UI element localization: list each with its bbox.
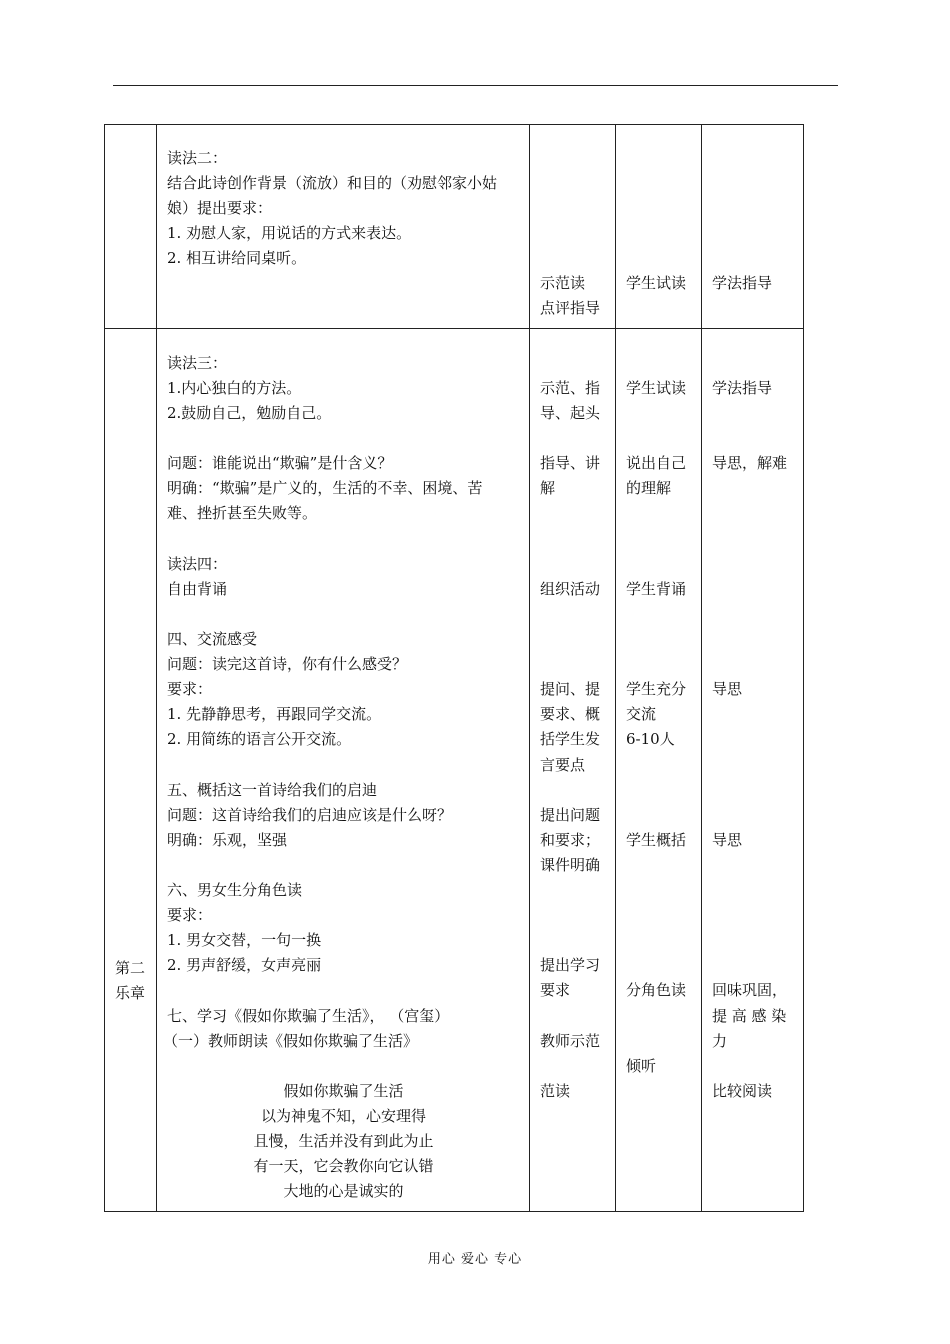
- content-line: 2.鼓励自己，勉励自己。: [167, 404, 332, 422]
- teacher-activity-cell: [530, 125, 616, 329]
- teacher-activity-cell: [530, 329, 616, 1212]
- teacher-activity-text: 解: [540, 479, 556, 497]
- teacher-activity-text: 要求: [540, 981, 571, 999]
- content-line: 结合此诗创作背景（流放）和目的（劝慰邻家小姑: [167, 174, 498, 192]
- poem-line: 大地的心是诚实的: [283, 1182, 404, 1200]
- design-intent-text: 导思，解难: [712, 454, 788, 472]
- content-line: 2. 相互讲给同桌听。: [167, 249, 307, 267]
- design-intent-text: 比较阅读: [712, 1082, 773, 1100]
- teacher-activity-text: 括学生发: [540, 730, 601, 748]
- content-cell: [157, 329, 530, 1212]
- student-activity-text: 学生背诵: [626, 580, 687, 598]
- content-line: 自由背诵: [167, 580, 228, 598]
- content-line: 1.内心独白的方法。: [167, 379, 302, 397]
- teacher-activity-text: 提出问题: [540, 806, 601, 824]
- student-activity-cell: [616, 329, 702, 1212]
- teacher-activity-text: 示范、指: [540, 379, 601, 397]
- design-intent-text: 导思: [712, 831, 743, 849]
- content-line: 1. 先静静思考，再跟同学交流。: [167, 705, 382, 723]
- student-activity-text: 学生试读: [626, 379, 687, 397]
- table-row: [105, 125, 804, 329]
- design-intent-text: 提 高 感 染: [712, 1007, 787, 1025]
- teacher-activity-text: 言要点: [540, 756, 586, 774]
- section-cell: [105, 329, 157, 1212]
- poem-line: 以为神鬼不知，心安理得: [260, 1107, 426, 1125]
- design-intent-text: 力: [712, 1032, 728, 1050]
- content-line: 明确：“欺骗”是广义的，生活的不幸、困境、苦: [167, 479, 483, 497]
- student-activity-text: 说出自己: [626, 454, 687, 472]
- teacher-activity-text: 导、起头: [540, 404, 601, 422]
- content-line: 1. 劝慰人家，用说话的方式来表达。: [167, 224, 412, 242]
- content-line: 七、学习《假如你欺骗了生活》， （宫玺）: [167, 1007, 450, 1025]
- section-label: 第二: [115, 959, 146, 977]
- content-line: 娘）提出要求：: [167, 199, 273, 217]
- student-activity-text: 分角色读: [626, 981, 687, 999]
- content-line: 1. 男女交替，一句一换: [167, 931, 322, 949]
- teacher-activity-text: 提出学习: [540, 956, 601, 974]
- content-line: 2. 用简练的语言公开交流。: [167, 730, 352, 748]
- design-intent-text: 学法指导: [712, 379, 773, 397]
- content-line: 四、交流感受: [167, 630, 258, 648]
- section-label: 乐章: [115, 984, 146, 1002]
- poem-line: 假如你欺骗了生活: [283, 1082, 404, 1100]
- poem-line: 有一天，它会教你向它认错: [253, 1157, 434, 1175]
- design-intent-text: 回味巩固，: [712, 981, 788, 999]
- design-intent-text: 学法指导: [712, 274, 773, 292]
- teacher-activity-text: 课件明确: [540, 856, 601, 874]
- content-line: 明确：乐观，坚强: [167, 831, 288, 849]
- teacher-activity-text: 和要求；: [540, 831, 601, 849]
- student-activity-text: 学生充分: [626, 680, 687, 698]
- content-line: 读法三：: [167, 354, 228, 372]
- teacher-activity-text: 提问、提: [540, 680, 601, 698]
- content-line: 2. 男声舒缓，女声亮丽: [167, 956, 322, 974]
- student-activity-text: 学生概括: [626, 831, 687, 849]
- teacher-activity-text: 指导、讲: [540, 454, 601, 472]
- lesson-plan-table: [104, 124, 804, 1212]
- content-line: 问题：读完这首诗，你有什么感受？: [167, 655, 408, 673]
- student-activity-text: 学生试读: [626, 274, 687, 292]
- content-line: 五、概括这一首诗给我们的启迪: [167, 781, 378, 799]
- header-rule: [113, 85, 838, 86]
- teacher-activity-text: 示范读: [540, 274, 586, 292]
- section-cell: [105, 125, 157, 329]
- student-activity-cell: [616, 125, 702, 329]
- student-activity-text: 倾听: [626, 1057, 657, 1075]
- page-footer: 用心 爱心 专心: [427, 1252, 523, 1267]
- teacher-activity-text: 组织活动: [540, 580, 601, 598]
- design-intent-text: 导思: [712, 680, 743, 698]
- teacher-activity-text: 点评指导: [540, 299, 601, 317]
- content-line: 问题：谁能说出“欺骗”是什含义？: [167, 454, 393, 472]
- content-line: 要求：: [167, 906, 213, 924]
- poem-line: 且慢，生活并没有到此为止: [253, 1132, 434, 1150]
- student-activity-text: 交流: [626, 705, 657, 723]
- content-line: 问题：这首诗给我们的启迪应该是什么呀？: [167, 806, 453, 824]
- content-line: 读法二：: [167, 149, 228, 167]
- teacher-activity-text: 范读: [540, 1082, 571, 1100]
- content-line: 六、男女生分角色读: [167, 881, 303, 899]
- student-activity-text: 6-10人: [626, 730, 675, 748]
- content-line: 读法四：: [167, 555, 228, 573]
- teacher-activity-text: 要求、概: [540, 705, 601, 723]
- table-row: [105, 329, 804, 1212]
- design-intent-cell: [702, 125, 804, 329]
- content-line: （一）教师朗读《假如你欺骗了生活》: [163, 1032, 419, 1050]
- content-cell: [157, 125, 530, 329]
- content-line: 难、挫折甚至失败等。: [167, 504, 318, 522]
- content-line: 要求：: [167, 680, 213, 698]
- student-activity-text: 的理解: [626, 479, 672, 497]
- design-intent-cell: [702, 329, 804, 1212]
- teacher-activity-text: 教师示范: [540, 1032, 601, 1050]
